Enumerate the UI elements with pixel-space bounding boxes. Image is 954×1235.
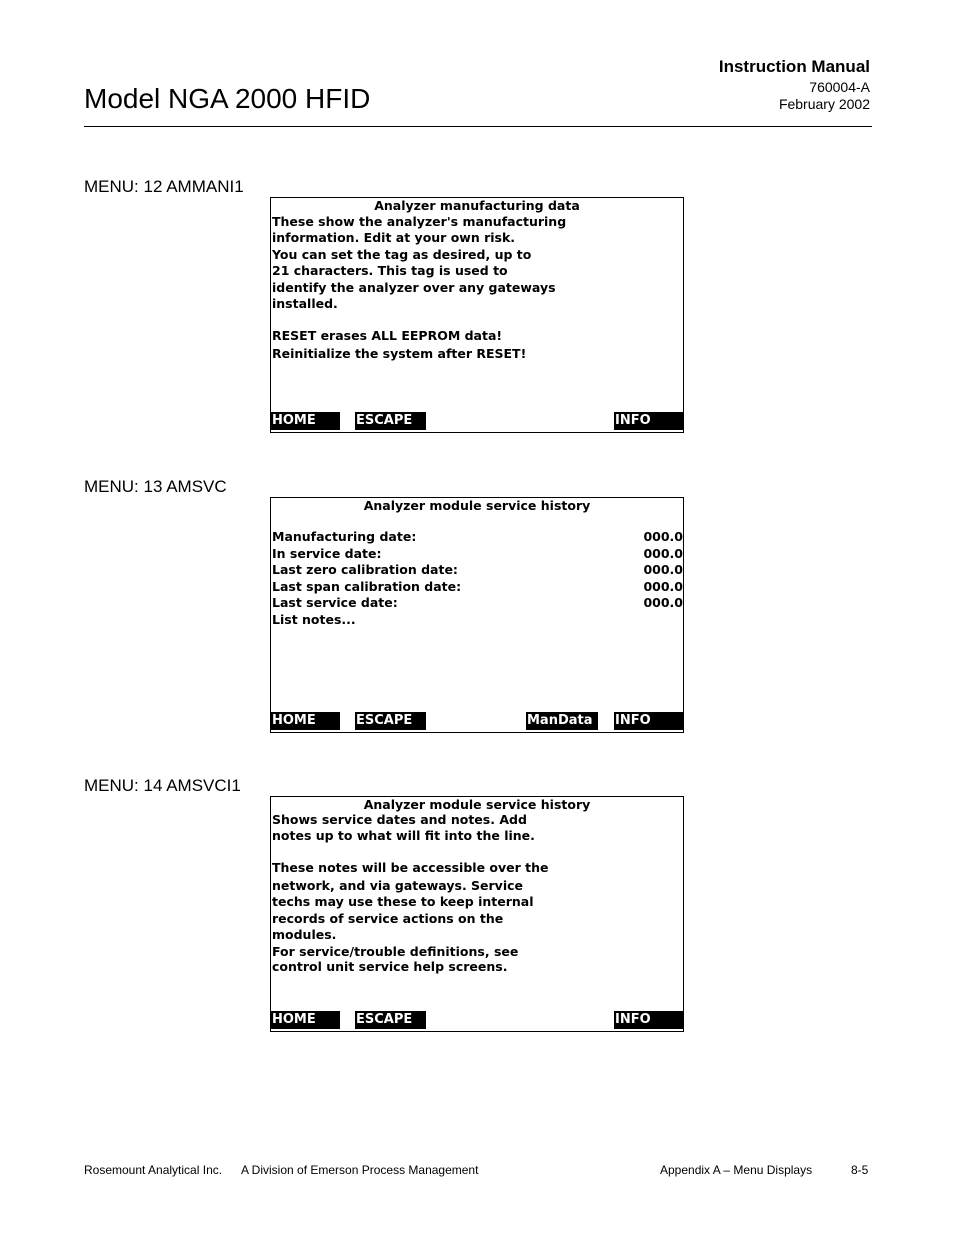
row-label: Last zero calibration date: xyxy=(272,562,458,577)
row-label: Last span calibration date: xyxy=(272,579,462,594)
escape-softkey[interactable]: ESCAPE xyxy=(355,712,426,730)
screen-text-line: identify the analyzer over any gateways xyxy=(272,280,556,295)
screen-text-line: These show the analyzer's manufacturing xyxy=(272,214,567,229)
last-service-date-row[interactable] xyxy=(272,595,683,611)
menu-13-screen xyxy=(270,497,684,733)
page-number: 8-5 xyxy=(851,1163,869,1177)
manual-title: Instruction Manual xyxy=(718,57,870,76)
screen-title: Analyzer module service history xyxy=(363,498,591,513)
menu-13-label: MENU: 13 AMSVC xyxy=(84,477,227,496)
list-notes-item[interactable]: List notes... xyxy=(272,612,356,627)
row-label: In service date: xyxy=(272,546,382,561)
row-value: 000.0 xyxy=(643,579,683,594)
footer-division: A Division of Emerson Process Management xyxy=(241,1163,479,1177)
screen-text-line: control unit service help screens. xyxy=(272,959,508,974)
row-label: Manufacturing date: xyxy=(272,529,417,544)
screen-title: Analyzer module service history xyxy=(363,797,591,812)
row-label: Last service date: xyxy=(272,595,398,610)
mandata-softkey[interactable]: ManData xyxy=(526,712,598,730)
screen-text-line: installed. xyxy=(272,296,338,311)
last-span-calibration-date-row[interactable] xyxy=(272,579,683,595)
last-zero-calibration-date-row[interactable] xyxy=(272,562,683,578)
escape-softkey[interactable]: ESCAPE xyxy=(355,1011,426,1029)
row-value: 000.0 xyxy=(643,595,683,610)
footer-company: Rosemount Analytical Inc. xyxy=(84,1163,223,1177)
screen-text-line: notes up to what will fit into the line. xyxy=(272,828,535,843)
screen-text-line: For service/trouble definitions, see xyxy=(272,944,519,959)
screen-text-line: techs may use these to keep internal xyxy=(272,894,534,909)
menu-14-screen xyxy=(270,796,684,1032)
menu-14-label: MENU: 14 AMSVCI1 xyxy=(84,776,241,795)
footer-section: Appendix A – Menu Displays xyxy=(660,1163,813,1177)
info-softkey[interactable]: INFO xyxy=(614,712,683,730)
home-softkey[interactable]: HOME xyxy=(271,712,340,730)
header-divider xyxy=(84,126,872,127)
info-softkey[interactable]: INFO xyxy=(614,1011,683,1029)
screen-text-line: information. Edit at your own risk. xyxy=(272,230,516,245)
screen-text-line: RESET erases ALL EEPROM data! xyxy=(272,328,503,343)
document-date: February 2002 xyxy=(778,96,870,112)
screen-text-line: modules. xyxy=(272,927,337,942)
home-softkey[interactable]: HOME xyxy=(271,1011,340,1029)
screen-text-line: records of service actions on the xyxy=(272,911,504,926)
screen-text-line: 21 characters. This tag is used to xyxy=(272,263,508,278)
row-value: 000.0 xyxy=(643,562,683,577)
menu-12-screen xyxy=(270,197,684,433)
home-softkey[interactable]: HOME xyxy=(271,412,340,430)
screen-text-line: network, and via gateways. Service xyxy=(272,878,524,893)
screen-text-line: Shows service dates and notes. Add xyxy=(272,812,527,827)
menu-12-label: MENU: 12 AMMANI1 xyxy=(84,177,244,196)
info-softkey[interactable]: INFO xyxy=(614,412,683,430)
page-title: Model NGA 2000 HFID xyxy=(84,83,371,114)
screen-title: Analyzer manufacturing data xyxy=(374,198,580,213)
row-value: 000.0 xyxy=(643,546,683,561)
row-value: 000.0 xyxy=(643,529,683,544)
screen-text-line: Reinitialize the system after RESET! xyxy=(272,346,527,361)
manufacturing-date-row[interactable] xyxy=(272,529,683,545)
document-number: 760004-A xyxy=(809,79,870,95)
screen-text-line: You can set the tag as desired, up to xyxy=(272,247,532,262)
in-service-date-row[interactable] xyxy=(272,546,683,562)
escape-softkey[interactable]: ESCAPE xyxy=(355,412,426,430)
screen-text-line: These notes will be accessible over the xyxy=(272,860,549,875)
